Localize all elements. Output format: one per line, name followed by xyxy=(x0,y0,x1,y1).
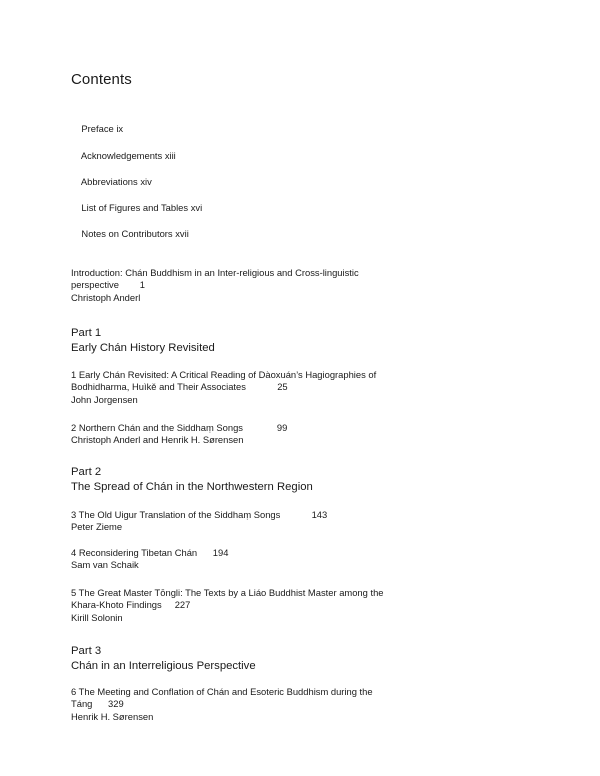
toc-entry-title-line: Táng xyxy=(71,698,93,710)
toc-entry-title: Acknowledgements xyxy=(80,149,163,161)
toc-entry-page: 143 xyxy=(311,508,328,520)
toc-entry-title-line: perspective xyxy=(71,279,119,291)
part-label: Part 2 xyxy=(71,466,102,478)
toc-entry-title-line: 6 The Meeting and Conflation of Chán and Esoteric Buddhism during the xyxy=(71,685,373,697)
toc-entry-title-line: 1 Early Chán Revisited: A Critical Reading of Dàoxuán’s Hagiographies of xyxy=(71,368,377,380)
toc-entry-title: List of Figures and Tables xyxy=(81,201,189,213)
toc-entry-page: 329 xyxy=(108,698,124,710)
toc-entry-author: Kirill Solonin xyxy=(71,612,123,624)
toc-entry-author: Christoph Anderl xyxy=(71,292,141,304)
part-label: Part 3 xyxy=(71,645,102,657)
toc-entry-page: 194 xyxy=(212,546,229,558)
toc-entry-author: John Jorgensen xyxy=(71,394,138,406)
toc-entry-page: 99 xyxy=(276,421,288,433)
toc-entry-page: 25 xyxy=(277,381,288,393)
part-title: Chán in an Interreligious Perspective xyxy=(71,660,256,672)
toc-entry-page: 1 xyxy=(139,279,146,291)
toc-entry-page: xiii xyxy=(164,149,176,161)
toc-entry-author: Sam van Schaik xyxy=(71,559,139,571)
toc-entry-page: xvii xyxy=(175,227,189,239)
toc-entry-author: Henrik H. Sørensen xyxy=(71,711,154,723)
toc-entry-chapter-6[interactable] xyxy=(71,660,373,750)
toc-entry-title: Notes on Contributors xyxy=(81,227,173,239)
toc-entry-title: Abbreviations xyxy=(80,175,138,187)
toc-entry-title-line: 3 The Old Uigur Translation of the Siddhaṃ Songs xyxy=(71,508,281,520)
toc-entry-title-line: 2 Northern Chán and the Siddhaṃ Songs xyxy=(71,421,243,433)
toc-entry-page: ix xyxy=(116,122,124,134)
part-title: The Spread of Chán in the Northwestern Region xyxy=(71,481,313,493)
toc-entry-author: Peter Zieme xyxy=(71,521,123,533)
toc-entry-page: 227 xyxy=(174,599,191,611)
toc-entry-page: xvi xyxy=(190,201,203,213)
part-title: Early Chán History Revisited xyxy=(71,342,215,354)
toc-entry-title-line: 4 Reconsidering Tibetan Chán xyxy=(71,546,198,558)
toc-entry-title-line: Bodhidharma, Huìkě and Their Associates xyxy=(71,381,246,393)
toc-entry-title-line: Introduction: Chán Buddhism in an Inter-religious and Cross-linguistic xyxy=(71,266,359,278)
toc-entry-title-line: Khara-Khoto Findings xyxy=(71,599,162,611)
contents-page xyxy=(71,0,571,776)
toc-entry-page: xiv xyxy=(140,175,152,187)
toc-entry-title: Preface xyxy=(81,122,114,134)
page-title: Contents xyxy=(71,71,132,88)
part-label: Part 1 xyxy=(71,327,102,339)
toc-entry-author: Christoph Anderl and Henrik H. Sørensen xyxy=(71,434,244,446)
toc-entry-title-line: 5 The Great Master Tōngli: The Texts by a Liáo Buddhist Master among the xyxy=(71,586,384,598)
